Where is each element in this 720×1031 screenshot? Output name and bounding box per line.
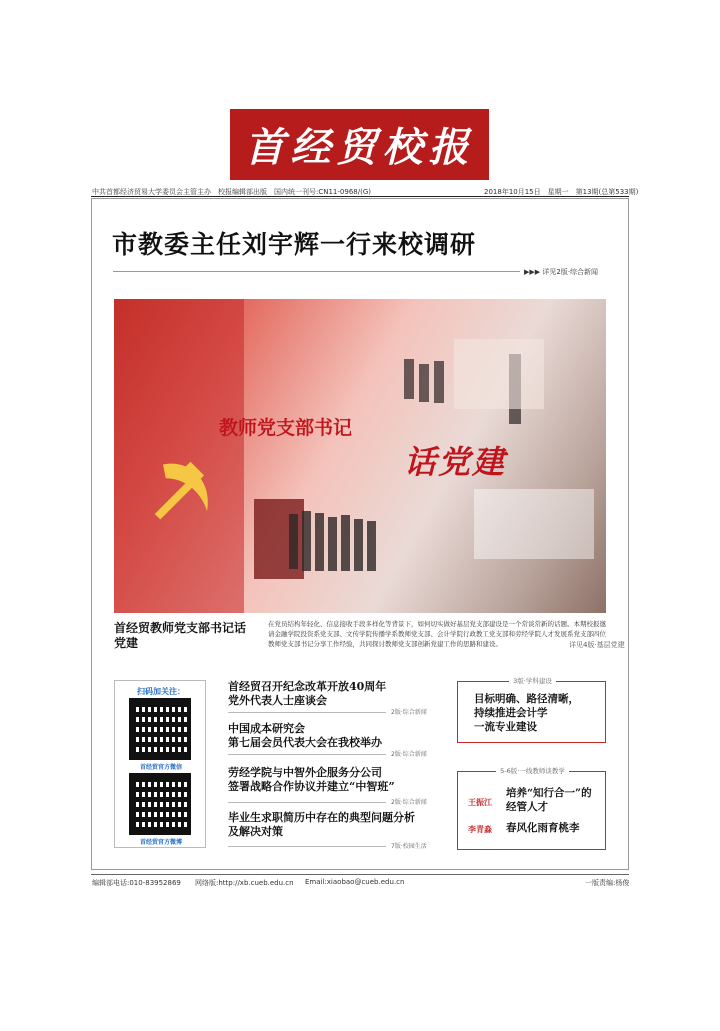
weibo-label: 首经贸官方微博 bbox=[139, 839, 182, 846]
qr-panel-title: 扫码加关注： bbox=[137, 687, 185, 696]
story-title-line: 劳经学院与中智外企服务分公司 bbox=[228, 766, 382, 779]
story-item[interactable] bbox=[228, 722, 382, 750]
feature-photo-art bbox=[114, 299, 606, 613]
footer-editor: 一版责编:杨俊 bbox=[585, 879, 630, 887]
story-divider bbox=[228, 712, 386, 713]
footer-divider bbox=[91, 874, 629, 875]
teachers-box-label-text: 5-6版·一线教师谈教学 bbox=[496, 767, 569, 775]
qr-panel bbox=[114, 680, 206, 848]
visitors-group-left bbox=[289, 511, 376, 571]
footer-email[interactable]: Email:xiaobao@cueb.edu.cn bbox=[305, 878, 405, 886]
discipline-box[interactable] bbox=[457, 677, 606, 743]
discipline-box-line: 一流专业建设 bbox=[474, 721, 537, 733]
discipline-box-line: 目标明确、路径清晰， bbox=[474, 693, 579, 705]
feature-title: 教师党支部书记 bbox=[219, 417, 353, 439]
story-page-ref[interactable]: 7版·校园生活 bbox=[391, 843, 427, 850]
story-divider bbox=[228, 846, 386, 847]
story-page-ref[interactable]: 2版·综合新闻 bbox=[391, 799, 427, 806]
discipline-box-label bbox=[458, 676, 607, 685]
header-divider bbox=[91, 196, 629, 197]
teachers-article-title[interactable]: 经管人才 bbox=[506, 801, 548, 813]
story-page-ref[interactable]: 2版·综合新闻 bbox=[391, 709, 427, 716]
headline-page-ref[interactable]: ▶▶▶ 详见2版·综合新闻 bbox=[524, 268, 599, 276]
story-title-line: 党外代表人士座谈会 bbox=[228, 694, 327, 707]
headline-divider bbox=[113, 271, 520, 272]
story-divider bbox=[228, 802, 386, 803]
campus-photo-panel bbox=[474, 489, 594, 559]
wechat-label: 首经贸官方微信 bbox=[139, 764, 182, 771]
story-item[interactable] bbox=[228, 766, 395, 794]
author-name: 李青淼 bbox=[468, 825, 492, 834]
story-title-line: 首经贸召开纪念改革开放40周年 bbox=[228, 680, 387, 693]
publisher-info: 中共首都经济贸易大学委员会主管主办 校报编辑部出版 国内统一刊号:CN11-0968/(G) bbox=[92, 188, 371, 196]
story-title-line: 第七届会员代表大会在我校举办 bbox=[228, 736, 382, 749]
footer-phone: 编辑部电话:010-83952869 bbox=[92, 879, 181, 887]
story-title-line: 签署战略合作协议并建立“中智班” bbox=[228, 780, 395, 793]
story-page-ref[interactable]: 2版·综合新闻 bbox=[391, 751, 427, 758]
feature-photo bbox=[114, 299, 606, 613]
teachers-article-title[interactable]: 培养“知行合一”的 bbox=[506, 787, 592, 799]
story-title-line: 及解决对策 bbox=[228, 825, 283, 838]
weibo-qr-code[interactable] bbox=[129, 773, 191, 835]
wechat-qr-code[interactable] bbox=[129, 698, 191, 760]
teachers-box[interactable] bbox=[457, 767, 606, 850]
author-name: 王振江 bbox=[468, 798, 492, 807]
feature-caption-body: 在党员结构年轻化、信息接收手段多样化等背景下，如何切实做好基层党支部建设是一个常谈常新的话题。本期校报邀请金融学院投资系党支部、文传学院传播学系教师党支部、会计学院行政教工党支部和劳经学院人才发展系党支部四位教师党支部书记分享工作经验，共同探讨教师党支部创新党建工作的思路和建设。 bbox=[268, 620, 606, 648]
story-title-line: 中国成本研究会 bbox=[228, 722, 305, 735]
masthead-title: 首经贸校报 bbox=[244, 124, 475, 171]
story-item[interactable] bbox=[228, 680, 386, 708]
page-headline[interactable]: 市教委主任刘宇辉一行来校调研 bbox=[112, 230, 477, 259]
issue-date: 2018年10月15日 星期一 第13期(总第533期) bbox=[484, 188, 639, 196]
red-flag-area bbox=[114, 299, 244, 613]
footer-website[interactable]: 网络版:http://xb.cueb.edu.cn bbox=[195, 879, 294, 887]
story-divider bbox=[228, 754, 386, 755]
feature-page-ref[interactable]: 详见4版·基层党建 bbox=[569, 641, 625, 649]
discipline-box-line: 持续推进会计学 bbox=[474, 707, 548, 719]
story-item[interactable] bbox=[228, 811, 415, 839]
feature-subtitle: 话党建 bbox=[404, 443, 507, 481]
exhibition-panel bbox=[454, 339, 544, 409]
teachers-article-title[interactable]: 春风化雨育桃李 bbox=[506, 822, 580, 834]
teachers-box-label bbox=[458, 766, 607, 775]
masthead-logo bbox=[230, 109, 489, 180]
feature-caption-title[interactable]: 首经贸教师党支部书记话党建 bbox=[114, 621, 247, 650]
story-title-line: 毕业生求职简历中存在的典型问题分析 bbox=[228, 811, 415, 824]
discipline-box-label-text: 3版·学科建设 bbox=[509, 677, 556, 685]
